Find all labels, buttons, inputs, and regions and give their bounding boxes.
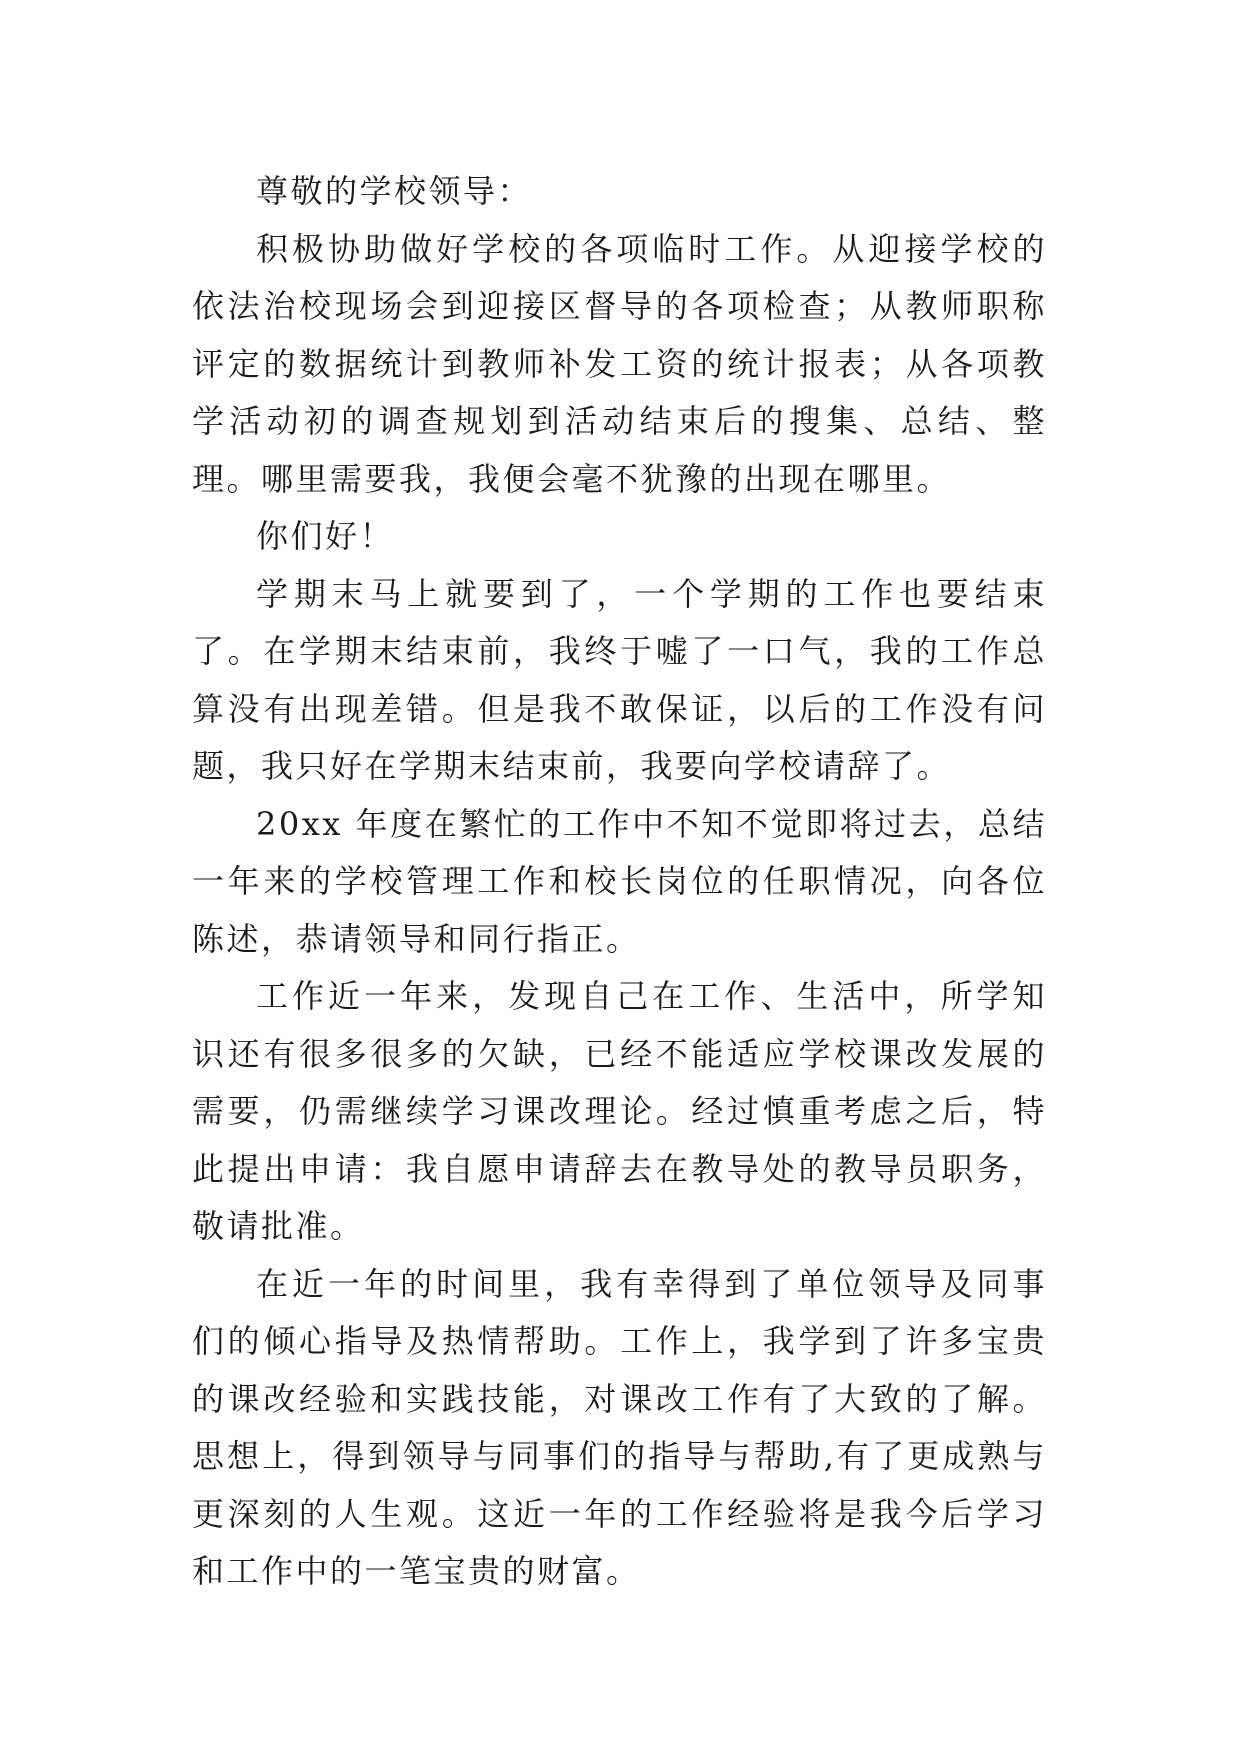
paragraph-resignation-request: 工作近一年来，发现自己在工作、生活中，所学知识还有很多很多的欠缺，已经不能适应学校课改发展的需要，仍需继续学习课改理论。经过慎重考虑之后，特此提出申请：我自愿申请辞去在教导处的教导员职务，敬请批准。 (192, 977, 1047, 1245)
salutation: 尊敬的学校领导： (256, 172, 533, 210)
greeting: 你们好！ (256, 517, 395, 555)
paragraph-annual-summary: 20xx 年度在繁忙的工作中不知不觉即将过去，总结一年来的学校管理工作和校长岗位的任职情况，向各位陈述，恭请领导和同行指正。 (192, 804, 1047, 958)
paragraph-gratitude: 在近一年的时间里，我有幸得到了单位领导及同事们的倾心指导及热情帮助。工作上，我学到了许多宝贵的课改经验和实践技能，对课改工作有了大致的了解。思想上，得到领导与同事们的指导与帮助,有了更成熟与更深刻的人生观。这近一年的工作经验将是我今后学习和工作中的一笔宝贵的财富。 (192, 1264, 1047, 1590)
paragraph-temporary-work: 积极协助做好学校的各项临时工作。从迎接学校的依法治校现场会到迎接区督导的各项检查；从教师职称评定的数据统计到教师补发工资的统计报表；从各项教学活动初的调查规划到活动结束后的搜集、总结、整理。哪里需要我，我便会毫不犹豫的出现在哪里。 (192, 229, 1047, 498)
document-body (192, 163, 1047, 1601)
paragraph-semester-end: 学期末马上就要到了，一个学期的工作也要结束了。在学期末结束前，我终于嘘了一口气，我的工作总算没有出现差错。但是我不敢保证，以后的工作没有问题，我只好在学期末结束前，我要向学校请辞了。 (192, 574, 1047, 785)
